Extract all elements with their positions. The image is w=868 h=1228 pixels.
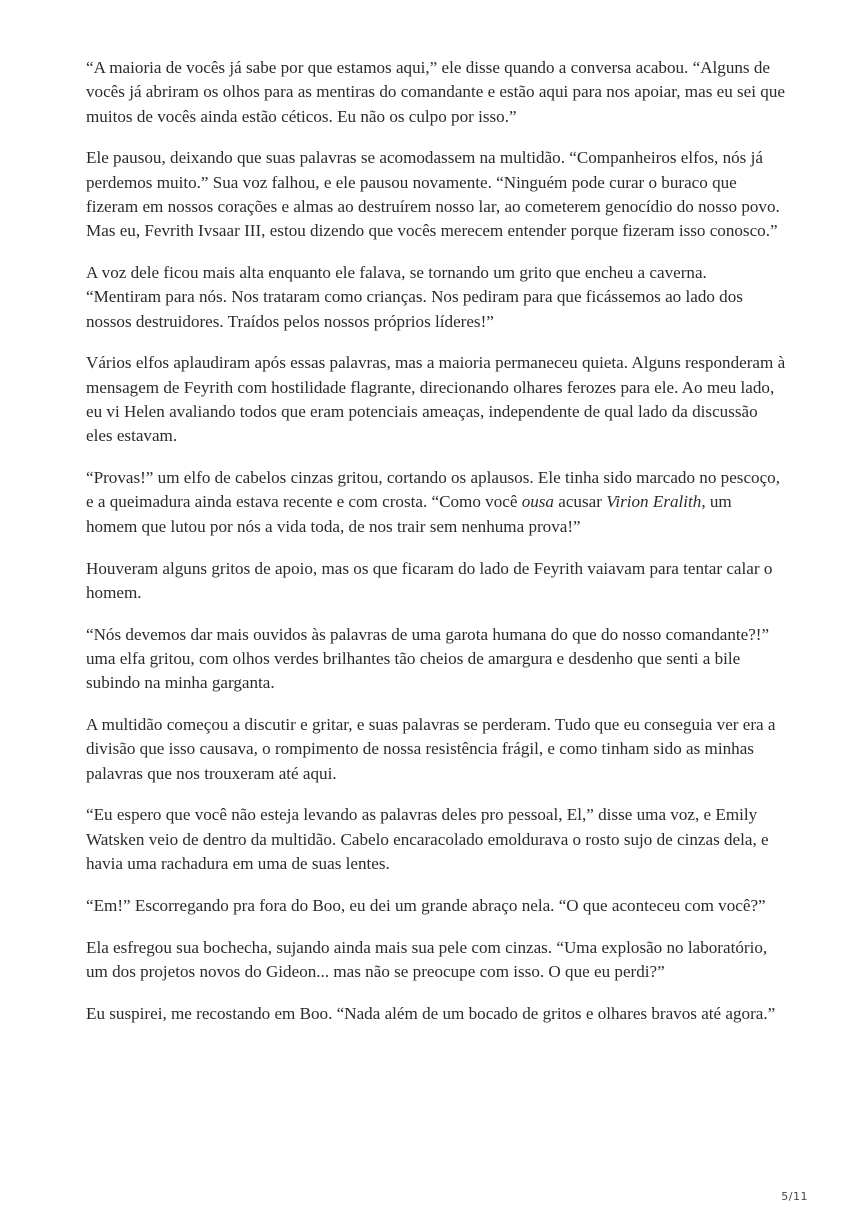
text-run: acusar [553, 492, 607, 512]
paragraph [86, 1002, 786, 1026]
paragraph [86, 557, 786, 606]
paragraph [86, 261, 786, 334]
paragraph [86, 623, 786, 696]
text-run: Eu suspirei, me recostando em Boo. “Nada além de um bocado de gritos e olhares bravos até agora.” [86, 1003, 776, 1023]
paragraph [86, 146, 786, 243]
text-run: , um homem que lutou por nós a vida toda, de nos trair sem nenhuma prova!” [86, 492, 732, 536]
document-body [86, 56, 786, 1026]
page-number: 5/11 [781, 1190, 808, 1203]
text-run: Houveram alguns gritos de apoio, mas os que ficaram do lado de Feyrith vaiavam para tentar calar o homem. [86, 558, 773, 602]
text-run: A multidão começou a discutir e gritar, e suas palavras se perderam. Tudo que eu conseguia ver era a divisão que isso causava, o rompimento de nossa resistência frágil, e como tinham sido as minhas palavras que nos trouxeram até aqui. [86, 715, 776, 783]
text-run: Ela esfregou sua bochecha, sujando ainda mais sua pele com cinzas. “Uma explosão no laboratório, um dos projetos novos do Gideon... mas não se preocupe com isso. O que eu perdi?” [86, 937, 768, 981]
paragraph [86, 936, 786, 985]
text-run: “Provas!” um elfo de cabelos cinzas gritou, cortando os aplausos. Ele tinha sido marcado no pescoço, e a queimadura ainda estava recente e com crosta. “Como você [86, 468, 780, 512]
text-run: “Eu espero que você não esteja levando as palavras deles pro pessoal, El,” disse uma voz, e Emily Watsken veio de dentro da multidão. Cabelo encaracolado emoldurava o rosto sujo de cinzas dela, e havia uma rachadura em uma de suas lentes. [86, 805, 769, 874]
paragraph [86, 894, 786, 918]
italic-text: Virion Eralith [606, 492, 702, 512]
text-run: Ele pausou, deixando que suas palavras se acomodassem na multidão. “Companheiros elfos, nós já perdemos muito.” Sua voz falhou, e ele pausou novamente. “Ninguém pode curar o buraco que fizeram em nossos corações e almas ao destruírem nosso lar, ao cometerem genocídio do nosso povo. Mas eu, Fevrith Ivsaar III, estou dizendo que vocês merecem entender porque fizeram isso conosco.” [86, 148, 780, 241]
paragraph [86, 803, 786, 876]
text-run: “A maioria de vocês já sabe por que estamos aqui,” ele disse quando a conversa acabou. “Alguns de vocês já abriram os olhos para as mentiras do comandante e estão aqui para nos apoiar, mas eu sei que muitos de vocês ainda estão céticos. Eu não os culpo por isso.” [86, 58, 785, 126]
italic-text: ousa [521, 492, 554, 512]
paragraph [86, 56, 786, 129]
paragraph [86, 466, 786, 539]
paragraph [86, 713, 786, 786]
text-run: A voz dele ficou mais alta enquanto ele falava, se tornando um grito que encheu a caverna. “Mentiram para nós. Nos trataram como crianças. Nos pediram para que ficássemos ao lado dos nossos destruidores. Traídos pelos nossos próprios líderes!” [86, 263, 743, 331]
text-run: Vários elfos aplaudiram após essas palavras, mas a maioria permaneceu quieta. Alguns responderam à mensagem de Feyrith com hostilidade flagrante, direcionando olhares ferozes para ele. Ao meu lado, eu vi Helen avaliando todos que eram potenciais ameaças, independente de qual lado da discussão eles estavam. [86, 353, 786, 446]
text-run: “Nós devemos dar mais ouvidos às palavras de uma garota humana do que do nosso comandante?!” uma elfa gritou, com olhos verdes brilhantes tão cheios de amargura e desdenho que senti a bile subindo na minha garganta. [86, 624, 770, 693]
text-run: “Em!” Escorregando pra fora do Boo, eu dei um grande abraço nela. “O que aconteceu com você?” [86, 895, 766, 915]
paragraph [86, 351, 786, 448]
